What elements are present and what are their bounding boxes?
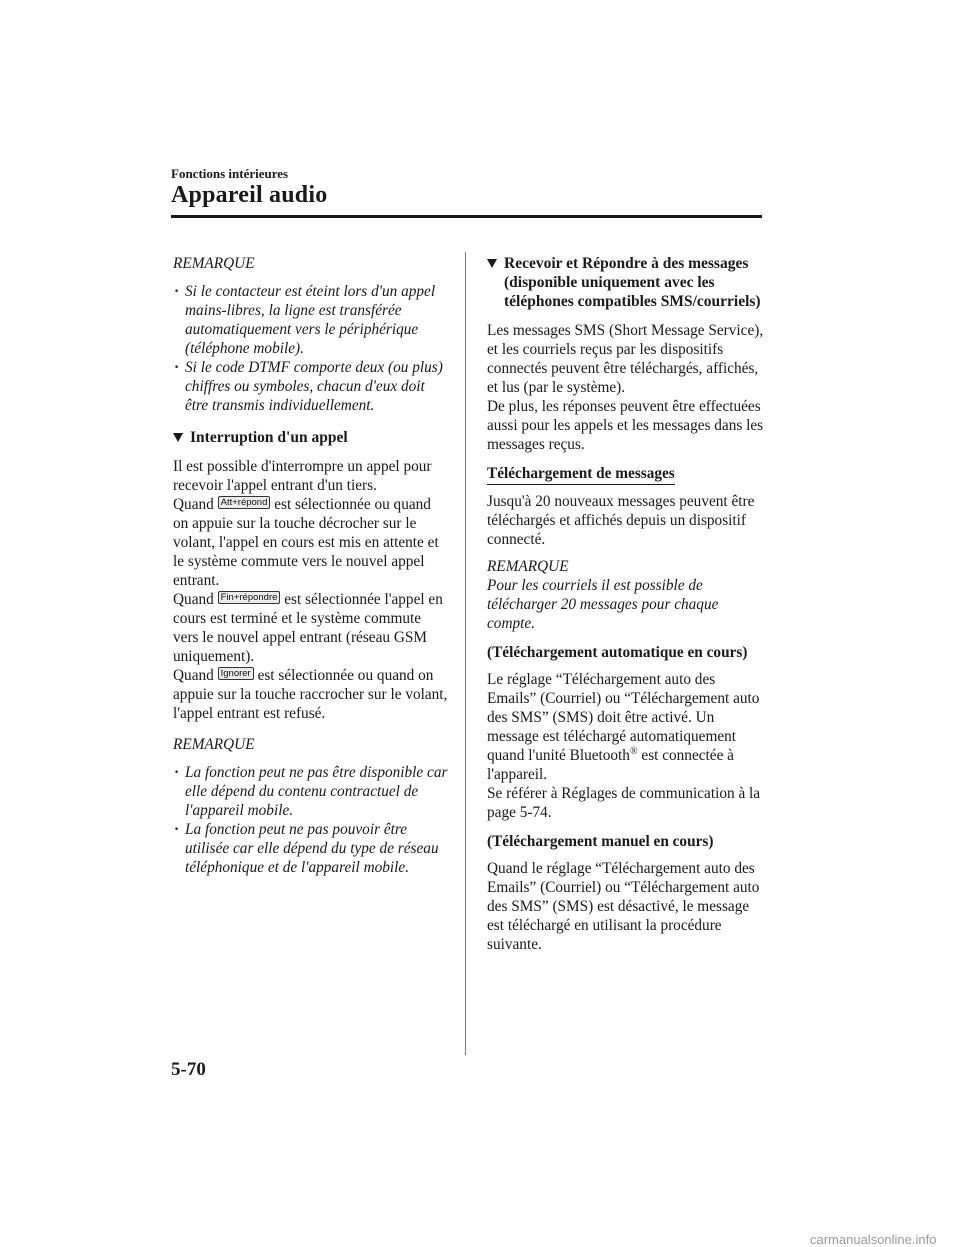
att-repond-button-icon: Att+répond xyxy=(218,496,271,509)
quand-label: Quand xyxy=(173,591,214,608)
note-title: REMARQUE xyxy=(487,558,569,575)
left-column xyxy=(173,254,449,877)
note-item: · La fonction peut ne pas être disponible car elle dépend du contenu contractuel de l'appareil mobile. xyxy=(173,763,449,820)
paragraph-text: est sélectionnée l'appel en cours est terminé et le système commute vers le nouvel appel entrant (réseau GSM uniquement). xyxy=(173,591,443,665)
subheading: Téléchargement de messages xyxy=(487,464,675,485)
paragraph: Jusqu'à 20 nouveaux messages peuvent être téléchargés et affichés depuis un dispositif connecté. xyxy=(487,493,755,548)
paragraph: Quand le réglage “Téléchargement auto des Emails” (Courriel) ou “Téléchargement auto des SMS” (SMS) est désactivé, le message est téléchargé en utilisant la procédure suivante. xyxy=(487,860,760,953)
note-title: REMARQUE xyxy=(173,255,255,272)
header-rule xyxy=(171,215,762,218)
heading-text: Interruption d'un appel xyxy=(190,429,348,446)
note-text: Pour les courriels il est possible de télécharger 20 messages pour chaque compte. xyxy=(487,577,719,632)
paragraph-text: est connectée à l'appareil. xyxy=(487,747,734,783)
page-title: Appareil audio xyxy=(171,182,328,208)
heading-text: Recevoir et Répondre à des messages (disponible uniquement avec les téléphones compatibles SMS/courriels) xyxy=(504,255,761,310)
note-item: · Si le code DTMF comporte deux (ou plus) chiffres ou symboles, chacun d'eux doit être transmis individuellement. xyxy=(173,358,449,415)
paragraph: Les messages SMS (Short Message Service), et les courriels reçus par les dispositifs connectés peuvent être téléchargés, affichés, et lus (par le système). xyxy=(487,322,764,396)
paragraph: Il est possible d'interrompre un appel pour recevoir l'appel entrant d'un tiers. xyxy=(173,458,432,494)
manual-download-heading: (Téléchargement manuel en cours) xyxy=(487,833,714,850)
ignorer-button-icon: Ignorer xyxy=(218,667,254,680)
fin-repondre-button-icon: Fin+répondre xyxy=(218,591,281,604)
triangle-down-icon xyxy=(173,433,183,442)
paragraph: De plus, les réponses peuvent être effectuées aussi pour les appels et les messages dans les messages reçus. xyxy=(487,398,764,453)
auto-download-heading: (Téléchargement automatique en cours) xyxy=(487,644,748,661)
paragraph-text: est sélectionnée ou quand on appuie sur la touche décrocher sur le volant, l'appel en cours est mis en attente et le système commute vers le nouvel appel entrant. xyxy=(173,496,439,589)
subheading-row xyxy=(487,464,765,485)
watermark: carmanualsonline.info xyxy=(810,1232,937,1247)
paragraph-text: Le réglage “Téléchargement auto des Emails” (Courriel) ou “Téléchargement auto des SMS” (SMS) doit être activé. Un message est téléchargé automatiquement quand l'unité Bluetooth xyxy=(487,671,760,764)
registered-mark: ® xyxy=(629,745,638,757)
paragraph xyxy=(487,670,765,784)
note-list xyxy=(173,763,449,877)
paragraph xyxy=(173,495,449,590)
right-column xyxy=(487,254,765,954)
paragraph: Se référer à Réglages de communication à la page 5-74. xyxy=(487,785,761,821)
note-item: · Si le contacteur est éteint lors d'un appel mains-libres, la ligne est transférée automatiquement vers le périphérique (téléphone mobile). xyxy=(173,282,449,358)
quand-label: Quand xyxy=(173,496,214,513)
quand-label: Quand xyxy=(173,667,214,684)
paragraph xyxy=(173,590,449,666)
section-heading-messages xyxy=(487,254,765,311)
paragraph-text: est sélectionnée ou quand on appuie sur la touche raccrocher sur le volant, l'appel entrant est refusé. xyxy=(173,667,448,722)
page-number: 5-70 xyxy=(171,1059,206,1080)
paragraph xyxy=(173,666,449,723)
column-divider xyxy=(465,252,466,1055)
note-title: REMARQUE xyxy=(173,736,255,753)
note-item: · La fonction peut ne pas pouvoir être utilisée car elle dépend du type de réseau téléphonique et de l'appareil mobile. xyxy=(173,820,449,877)
section-heading-interrupt xyxy=(173,428,449,447)
triangle-down-icon xyxy=(487,259,497,268)
section-label: Fonctions intérieures xyxy=(171,166,289,181)
note-list xyxy=(173,282,449,415)
